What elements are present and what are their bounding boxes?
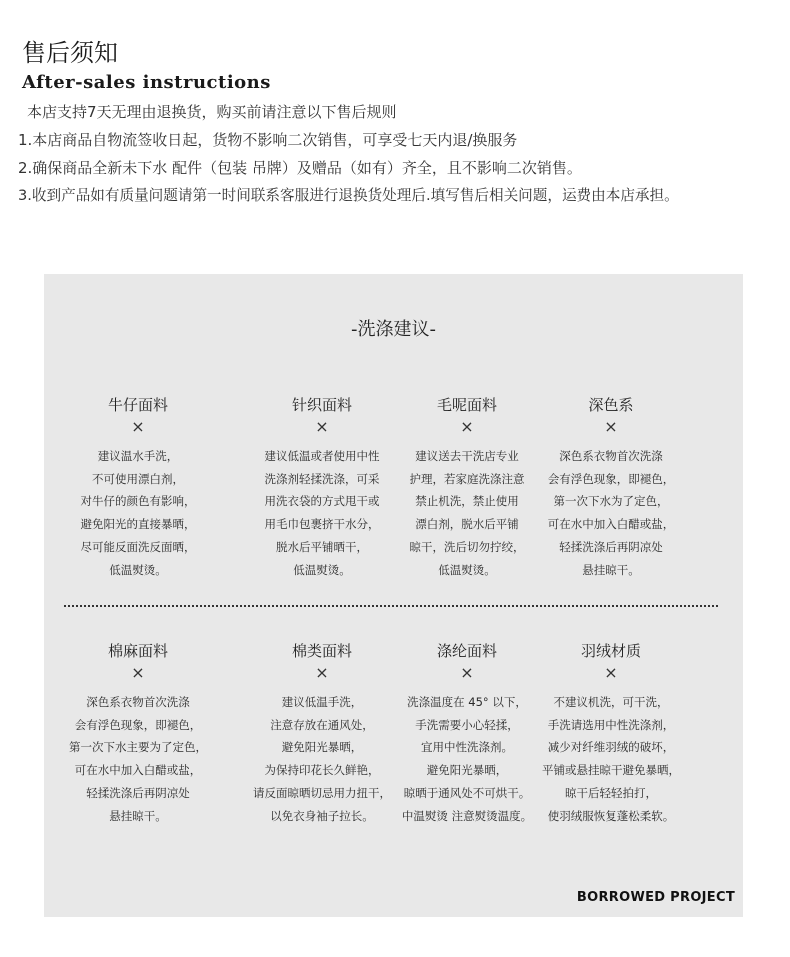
cross-icon: × — [315, 417, 329, 436]
instruction-line: 请反面晾晒切忌用力扭干， — [253, 785, 391, 800]
instruction-line: 避免阳光暴晒， — [426, 763, 508, 778]
fabric-card — [526, 394, 696, 581]
rule-item-3: 3.收到产品如有质量问题请第一时间联系客服进行退换货处理后.填写售后相关问题，运费由本店承担。 — [18, 187, 679, 204]
instruction-line: 建议低温手洗， — [281, 695, 363, 709]
instruction-line: 低温熨烫。 — [438, 562, 496, 577]
instruction-line: 第一次下水为了定色， — [553, 494, 669, 509]
instruction-line: 建议低温或者使用中性 — [264, 449, 380, 463]
cross-icon: × — [131, 663, 145, 682]
instruction-line: 平铺或悬挂晾干避免暴晒， — [542, 763, 680, 778]
rule-item-1: 1.本店商品自物流签收日起，货物不影响二次销售，可享受七天内退/换服务 — [18, 131, 518, 149]
instruction-line: 对牛仔的颜色有影响， — [80, 494, 196, 509]
instruction-line: 不可使用漂白剂， — [92, 471, 184, 486]
fabric-name: 羽绒材质 — [580, 642, 641, 660]
care-instructions — [526, 445, 696, 581]
instruction-line: 会有浮色现象，即褪色， — [547, 471, 675, 486]
fabric-name: 棉类面料 — [291, 642, 352, 660]
instruction-line: 护理，若家庭洗涤注意 — [409, 471, 525, 486]
instruction-line: 脱水后平铺晒干， — [276, 539, 368, 554]
instruction-line: 手洗需要小心轻揉， — [415, 717, 519, 732]
instruction-line: 轻揉洗涤后再阴凉处 — [559, 539, 663, 554]
instruction-line: 深色系衣物首次洗涤 — [86, 695, 190, 709]
page-title: 售后须知 — [22, 39, 118, 67]
instruction-line: 晾干后轻轻拍打， — [565, 785, 657, 800]
washing-care-panel — [44, 274, 743, 917]
rule-intro: 本店支持7天无理由退换货，购买前请注意以下售后规则 — [27, 103, 397, 121]
instruction-line: 减少对纤维羽绒的破坏， — [547, 740, 675, 755]
instruction-line: 尽可能反面洗反面晒， — [80, 539, 196, 554]
instruction-line: 使羽绒服恢复蓬松柔软。 — [547, 808, 675, 823]
cross-icon: × — [460, 663, 474, 682]
instruction-line: 深色系衣物首次洗涤 — [559, 449, 663, 463]
instruction-line: 第一次下水主要为了定色， — [69, 740, 207, 755]
fabric-name: 牛仔面料 — [107, 396, 168, 414]
instruction-line: 悬挂晾干。 — [582, 562, 640, 577]
instruction-line: 低温熨烫。 — [293, 562, 351, 577]
instruction-line: 避免阳光暴晒， — [281, 740, 363, 755]
instruction-line: 宜用中性洗涤剂。 — [421, 740, 513, 755]
care-instructions — [526, 691, 696, 827]
instruction-line: 会有浮色现象，即褪色， — [74, 717, 202, 732]
cross-icon: × — [604, 663, 618, 682]
instruction-line: 晾晒于通风处不可烘干。 — [403, 785, 531, 800]
instruction-line: 用洗衣袋的方式甩干或 — [264, 494, 380, 509]
fabric-card — [526, 640, 696, 827]
fabric-name: 涤纶面料 — [436, 642, 497, 660]
instruction-line: 可在水中加入白醋或盐， — [547, 517, 675, 532]
instruction-line: 悬挂晾干。 — [109, 808, 167, 823]
page-subtitle: After-sales instructions — [22, 72, 271, 93]
instruction-line: 建议温水手洗， — [97, 449, 179, 463]
care-section-title: -洗涤建议- — [351, 319, 436, 340]
instruction-line: 洗涤温度在 45° 以下， — [407, 695, 527, 709]
instruction-line: 漂白剂，脱水后平铺 — [415, 517, 519, 532]
instruction-line: 中温熨烫 注意熨烫温度。 — [401, 808, 533, 823]
instruction-line: 避免阳光的直接暴晒， — [80, 517, 196, 532]
instruction-line: 晾干，洗后切勿拧绞， — [409, 539, 525, 554]
fabric-card — [53, 394, 223, 581]
cross-icon: × — [315, 663, 329, 682]
instruction-line: 可在水中加入白醋或盐， — [74, 763, 202, 778]
fabric-name: 针织面料 — [291, 396, 352, 414]
fabric-name: 毛呢面料 — [436, 396, 497, 414]
care-instructions — [53, 691, 223, 827]
cross-icon: × — [460, 417, 474, 436]
instruction-line: 低温熨烫。 — [109, 562, 167, 577]
rule-item-2: 2.确保商品全新未下水 配件（包装 吊牌）及赠品（如有）齐全，且不影响二次销售。 — [18, 159, 582, 177]
cross-icon: × — [131, 417, 145, 436]
instruction-line: 为保持印花长久鲜艳， — [264, 763, 380, 778]
fabric-name: 深色系 — [588, 396, 634, 414]
dotted-divider — [64, 605, 718, 607]
instruction-line: 轻揉洗涤后再阴凉处 — [86, 785, 190, 800]
brand-logo: BORROWED PROJECT — [576, 890, 735, 905]
fabric-card — [53, 640, 223, 827]
instruction-line: 不建议机洗，可干洗， — [553, 695, 669, 709]
instruction-line: 禁止机洗，禁止使用 — [415, 494, 519, 509]
cross-icon: × — [604, 417, 618, 436]
instruction-line: 用毛巾包裹挤干水分， — [264, 517, 380, 532]
instruction-line: 以免衣身袖子拉长。 — [270, 808, 374, 823]
instruction-line: 手洗请选用中性洗涤剂， — [547, 717, 675, 732]
fabric-name: 棉麻面料 — [107, 642, 168, 660]
instruction-line: 建议送去干洗店专业 — [415, 449, 519, 463]
care-instructions — [53, 445, 223, 581]
instruction-line: 洗涤剂轻揉洗涤，可采 — [264, 471, 380, 486]
instruction-line: 注意存放在通风处， — [270, 717, 374, 732]
